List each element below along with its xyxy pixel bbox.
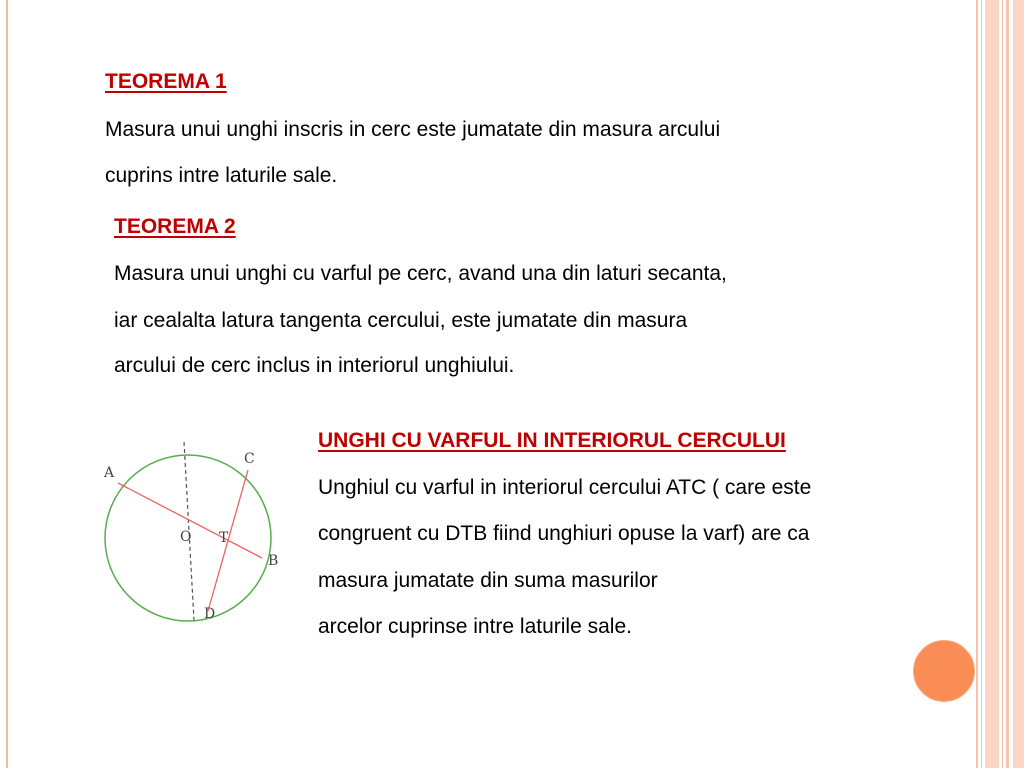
theorem-2-line-1: Masura unui unghi cu varful pe cerc, avand una din laturi secanta, <box>114 262 727 285</box>
theorem-1-line-1: Masura unui unghi inscris in cerc este jumatate din masura arcului <box>105 118 721 141</box>
stripe <box>1002 0 1003 768</box>
stripe <box>1013 0 1024 768</box>
circle-diagram <box>96 438 296 628</box>
chord-ab <box>118 483 262 558</box>
theorem-1-heading: TEOREMA 1 <box>105 70 227 93</box>
interior-angle-line-1: Unghiul cu varful in interiorul cercului ATC ( care este <box>318 476 812 499</box>
stripe <box>985 0 999 768</box>
point-label-c: C <box>244 451 255 467</box>
stripe <box>976 0 978 768</box>
interior-angle-heading: UNGHI CU VARFUL IN INTERIORUL CERCULUI <box>318 429 786 452</box>
point-label-a: A <box>104 465 115 481</box>
theorem-2-heading: TEOREMA 2 <box>114 215 236 238</box>
decorative-right-stripes <box>976 0 1024 768</box>
point-label-b: B <box>268 553 279 569</box>
stripe <box>981 0 982 768</box>
stripe <box>1006 0 1009 768</box>
interior-angle-line-4: arcelor cuprinse intre laturile sale. <box>318 615 632 638</box>
point-label-o: O <box>180 529 192 545</box>
point-label-d: D <box>204 606 216 622</box>
theorem-1-line-2: cuprins intre laturile sale. <box>105 164 338 187</box>
slide-frame-left-border <box>6 0 8 768</box>
interior-angle-line-3: masura jumatate din suma masurilor <box>318 569 658 592</box>
decorative-orange-circle <box>913 640 975 702</box>
theorem-2-line-2: iar cealalta latura tangenta cercului, este jumatate din masura <box>114 309 688 332</box>
point-label-t: T <box>219 530 229 546</box>
interior-angle-line-2: congruent cu DTB fiind unghiuri opuse la varf) are ca <box>318 522 810 545</box>
theorem-2-line-3: arcului de cerc inclus in interiorul unghiului. <box>114 354 515 377</box>
